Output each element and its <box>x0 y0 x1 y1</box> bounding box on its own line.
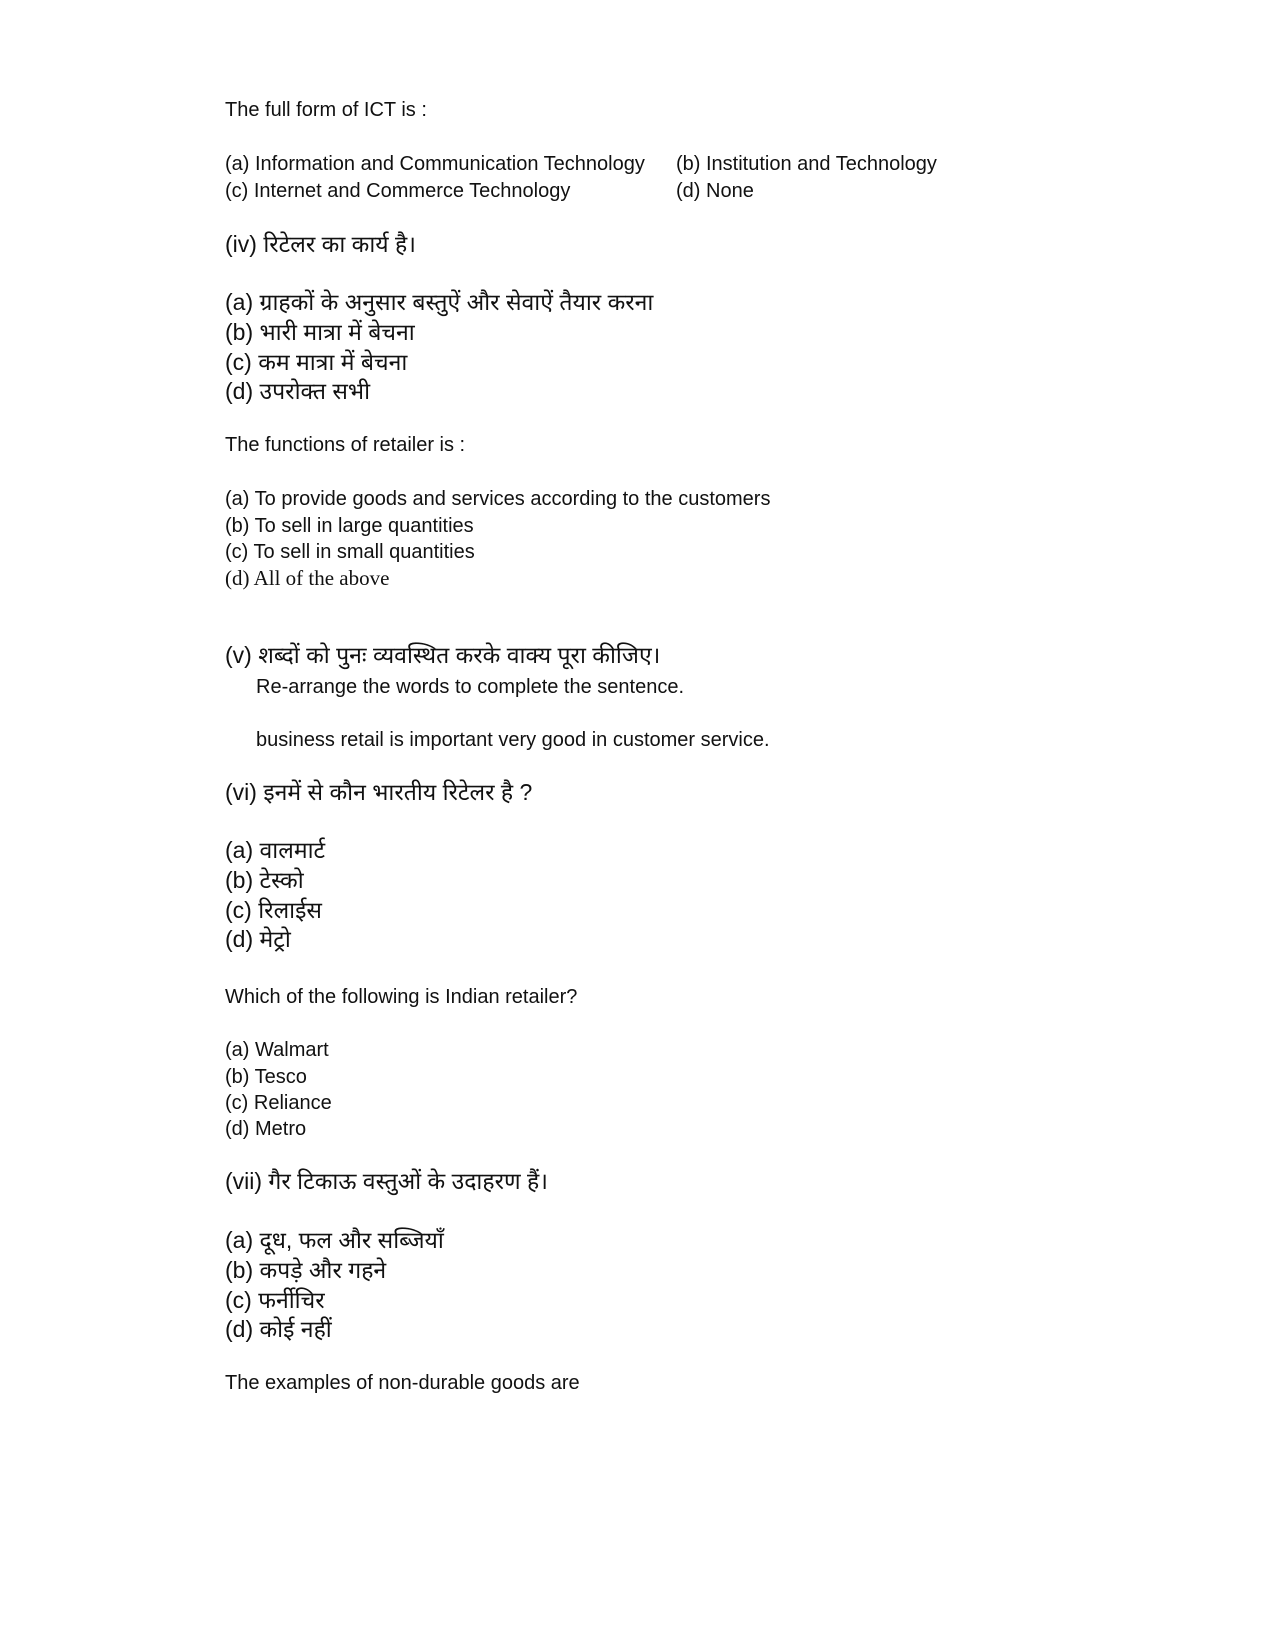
jumbled-sentence: business retail is important very good in customer service. <box>256 729 770 751</box>
option-a: (a) To provide goods and services according to the customers <box>225 488 771 510</box>
question-text: (vi) इनमें से कौन भारतीय रिटेलर है ? <box>225 779 533 805</box>
option-b: (b) टेस्को <box>225 867 304 893</box>
option-d: (d) उपरोक्त सभी <box>225 378 371 404</box>
option-a: (a) Information and Communication Technology <box>225 153 645 175</box>
option-d: (d) मेट्रो <box>225 926 291 952</box>
option-b: (b) Tesco <box>225 1066 307 1088</box>
question-text: The examples of non-durable goods are <box>225 1372 580 1394</box>
option-d: (d) All of the above <box>225 566 390 590</box>
option-c: (c) कम मात्रा में बेचना <box>225 349 408 375</box>
question-text-english: Re-arrange the words to complete the sentence. <box>256 676 685 698</box>
option-b: (b) To sell in large quantities <box>225 515 474 537</box>
option-d: (d) None <box>676 180 754 202</box>
option-a: (a) दूध, फल और सब्जियाँ <box>225 1227 444 1253</box>
option-c: (c) Reliance <box>225 1092 332 1114</box>
option-d: (d) Metro <box>225 1118 307 1140</box>
option-b: (b) कपड़े और गहने <box>225 1257 387 1283</box>
option-c: (c) To sell in small quantities <box>225 541 475 563</box>
question-text: Which of the following is Indian retailer? <box>225 986 578 1008</box>
option-a: (a) वालमार्ट <box>225 837 326 863</box>
question-text: (vii) गैर टिकाऊ वस्तुओं के उदाहरण हैं। <box>225 1168 548 1194</box>
option-a: (a) ग्राहकों के अनुसार बस्तुऐं और सेवाऐं तैयार करना <box>225 289 654 315</box>
option-d: (d) कोई नहीं <box>225 1316 332 1342</box>
question-text: The functions of retailer is : <box>225 434 466 456</box>
option-b: (b) भारी मात्रा में बेचना <box>225 319 415 345</box>
option-c: (c) फर्नीचिर <box>225 1287 325 1313</box>
question-text: (iv) रिटेलर का कार्य है। <box>225 231 416 257</box>
option-b: (b) Institution and Technology <box>676 153 937 175</box>
question-text-hindi: (v) शब्दों को पुनः व्यवस्थित करके वाक्य पूरा कीजिए। <box>225 642 661 668</box>
option-c: (c) रिलाईस <box>225 897 322 923</box>
question-text: The full form of ICT is : <box>225 99 427 121</box>
option-c: (c) Internet and Commerce Technology <box>225 180 571 202</box>
option-a: (a) Walmart <box>225 1039 329 1061</box>
